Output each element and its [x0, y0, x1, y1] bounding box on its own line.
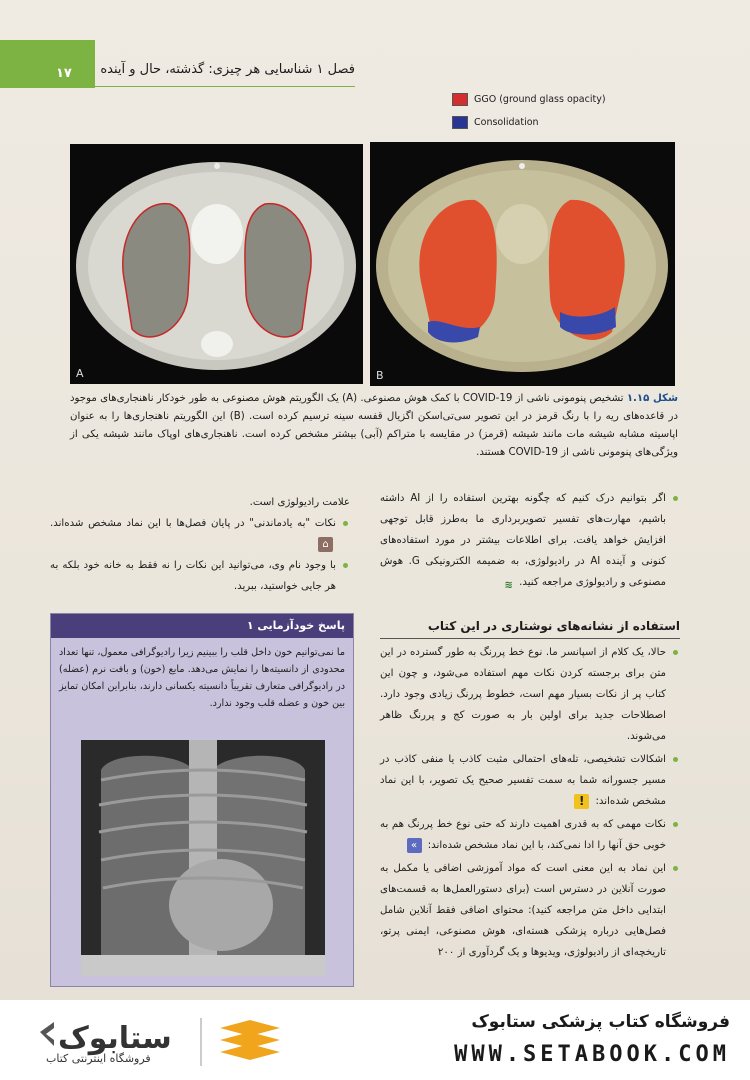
- bullet-text: با وجود نام وی، می‌توانید این نکات را نه فقط به خانه خود بلکه به هر جایی خواستید، ببرید.: [50, 560, 336, 592]
- section-rule: [380, 638, 680, 639]
- house-icon: ⌂: [318, 537, 333, 552]
- legend-item-ggo: [452, 93, 606, 106]
- section-title: استفاده از نشانه‌های نوشتاری در این کتاب: [427, 619, 680, 633]
- ct-scan-a-graphic: [70, 144, 363, 384]
- setabook-logo: [40, 1014, 290, 1070]
- legend-swatch-red: [452, 93, 468, 106]
- logo-subtitle: فروشگاه اینترنتی کتاب: [46, 1052, 151, 1065]
- right-column-intro: [380, 488, 680, 595]
- ct-scan-b-graphic: [370, 142, 675, 386]
- right-column-bullets: [380, 642, 680, 965]
- bullet-text: حالا، یک کلام از اسپانسر ما. نوع خط پررنگ به طور گسترده در این متن برای برجسته کردن نکات مهم استفاده می‌شود، و چون این کتاب پر از نکات بسیار مهم است، خطوط پررنگ زیادی وجود دارد. اصطلاحات جدید برای اولین بار به صورت کج و پررنگ ظاهر می‌شوند.: [380, 647, 666, 742]
- header-rule: [95, 86, 355, 87]
- legend-label: GGO (ground glass opacity): [474, 94, 606, 105]
- legend-swatch-blue: [452, 116, 468, 129]
- answer-box-text: ما نمی‌توانیم خون داخل قلب را ببینیم زیرا رادیوگرافی معمول، تنها تعداد محدودی از دانسیته‌ها را نمایش می‌دهد. مایع (خون) و بافت نرم (عضله) در رادیوگرافی متعارف تقریباً دانسیته یکسانی دارند، بنابراین امکان تمایز بین خون و عضله قلب وجود ندارد.: [59, 647, 345, 709]
- bullet-key-points: [380, 814, 680, 856]
- legend-item-consolidation: [452, 116, 606, 129]
- chest-xray-image: [81, 740, 325, 976]
- store-footer: [0, 1000, 750, 1080]
- figure-caption: [70, 390, 678, 462]
- caption-text: تشخیص پنومونی ناشی از COVID-19 با کمک هوش مصنوعی. (A) یک الگوریتم هوش مصنوعی به طور خودکار ناهنجاری‌های موجود در قاعده‌های ریه را با رنگ قرمز در این تصویر سی‌تی‌اسکن اگزیال قفسه سینه ترسیم کرده است. (B) این الگوریتم ناهنجاری‌ها را به عنوان اپاسیته مشابه شیشه مات مانند شیشه (قرمز) در مقایسه با متراکم (آبی) بیشتر مشخص کرده است. ناهنجاری‌های اوپاک مانند شیشه یکی از ویژگی‌های پنومونی ناشی از COVID-19 هستند.: [70, 393, 678, 458]
- bullet-online: [380, 858, 680, 963]
- chapter-title: فصل ۱ شناسایی هر چیزی: گذشته، حال و آینده: [100, 62, 355, 77]
- legend-label: Consolidation: [474, 117, 539, 128]
- bullet-text: این نماد به این معنی است که مواد آموزشی اضافی یا مکمل به صورت آنلاین در دسترس است (برای دستورالعمل‌ها به قسمت‌های ابتدایی داخل متن مراجعه کنید): محتوای اضافی فقط آنلاین شامل فصل‌هایی درباره پزشکی هسته‌ای، هوش مصنوعی، ایمنی پرتو، تاریخچه‌ای از رادیولوژی، ویدیوها و یک گردآوری از ۲۰۰: [380, 863, 666, 958]
- intro-bullet-text: اگر بتوانیم درک کنیم که چگونه بهترین استفاده را از AI داشته باشیم، مهارت‌های تفسیر تصویربرداری ما به‌طرز قابل توجهی افزایش خواهد یافت. برای اطلاعات بیشتر در مورد استفاده‌های کنونی و آینده AI در رادیولوژی، به ضمیمه الکترونیکی G. هوش مصنوعی و رادیولوژی مراجعه کنید.: [380, 493, 666, 588]
- page-number: ۱۷: [56, 66, 72, 81]
- ct-image-a: [70, 144, 363, 384]
- left-bullet-home: [50, 555, 350, 597]
- bullet-text: اشکالات تشخیصی، تله‌های احتمالی مثبت کاذب یا منفی کاذب در مسیر جسورانه شما به سمت تفسیر صحیح یک تصویر، با این نماد مشخص شده‌اند:: [380, 754, 666, 807]
- left-bullet-takehome: [50, 513, 350, 555]
- panel-label-a: A: [76, 367, 84, 380]
- caption-label: شکل ۱.۱۵: [626, 393, 678, 404]
- chapter-tab: [0, 40, 95, 88]
- ct-image-b: [370, 142, 675, 386]
- figure-legend: [452, 93, 606, 139]
- chevron-icon: »: [407, 838, 422, 853]
- intro-bullet: [380, 488, 680, 593]
- bullet-bold-text: [380, 642, 680, 747]
- wifi-icon: ≋: [504, 579, 513, 591]
- warning-icon: !: [574, 794, 589, 809]
- answer-box: [50, 613, 354, 987]
- svg-text:ستابوک: ستابوک: [58, 1021, 172, 1056]
- left-column: [50, 492, 350, 597]
- store-title: فروشگاه کتاب پزشکی ستابوک: [471, 1012, 730, 1032]
- store-url[interactable]: WWW.SETABOOK.COM: [454, 1042, 730, 1067]
- bullet-text: نکات "به یادماندنی" در پایان فصل‌ها با این نماد مشخص شده‌اند.: [50, 518, 336, 529]
- bullet-pitfalls: [380, 749, 680, 812]
- left-line0: علامت رادیولوژی است.: [249, 497, 350, 508]
- bullet-text: نکات مهمی که به قدری اهمیت دارند که حتی نوع خط پررنگ هم به خوبی حق آنها را ادا نمی‌کند، با این نماد مشخص شده‌اند:: [380, 819, 666, 851]
- panel-label-b: B: [376, 369, 384, 382]
- chest-xray-graphic: [81, 740, 325, 976]
- answer-box-title: پاسخ خودآزمایی ۱: [51, 614, 353, 638]
